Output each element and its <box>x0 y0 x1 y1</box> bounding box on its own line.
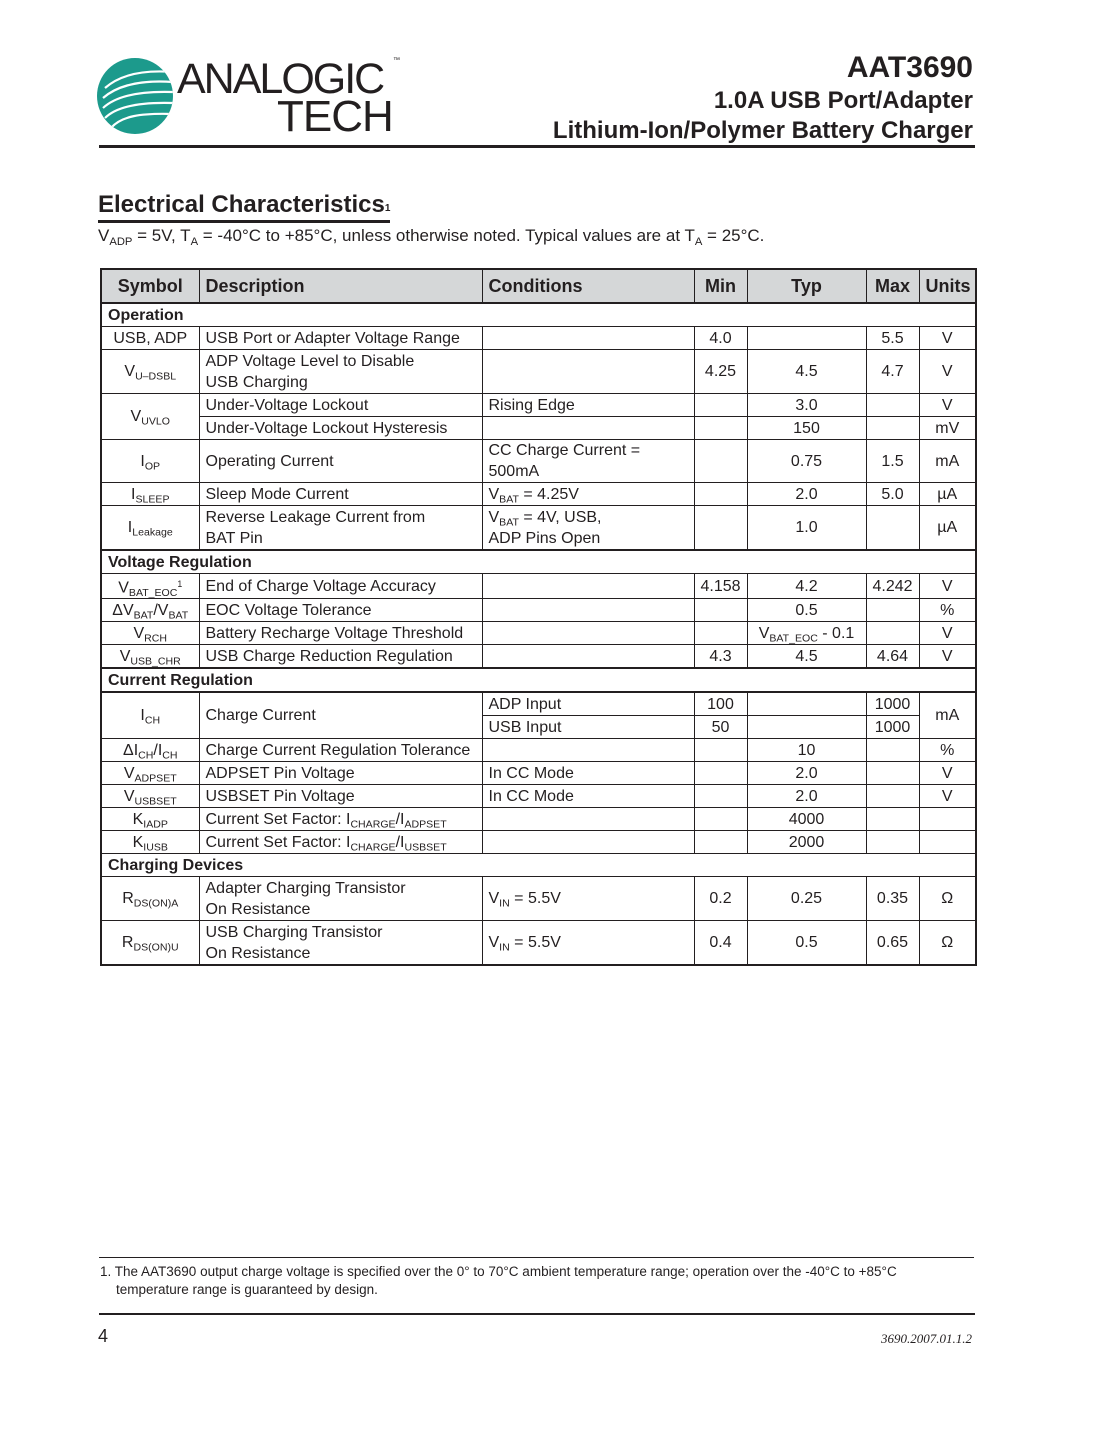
table-row <box>101 921 976 966</box>
conditions-cell <box>482 327 694 350</box>
max-cell: 4.242 <box>866 574 919 599</box>
conditions-cell: $V_{IN} = 5.5V$ <box>482 877 694 921</box>
section-row-charging-devices: Charging Devices <box>101 854 976 877</box>
min-cell: 50 <box>694 716 747 739</box>
description-cell: Charge Current <box>199 692 482 739</box>
symbol-cell: $V_{USB\_CHR}$ <box>101 645 199 669</box>
symbol-cell: $R_{DS(ON)U}$ <box>101 921 199 966</box>
description-cell: EOC Voltage Tolerance <box>199 599 482 622</box>
min-cell <box>694 394 747 417</box>
description-cell: ADPSET Pin Voltage <box>199 762 482 785</box>
units-cell: % <box>919 599 976 622</box>
max-cell <box>866 622 919 645</box>
conditions-cell <box>482 417 694 440</box>
symbol-cell: USB, ADP <box>101 327 199 350</box>
symbol-cell: $I_{OP}$ <box>101 440 199 483</box>
max-cell: 1.5 <box>866 440 919 483</box>
section-title <box>98 190 390 223</box>
typ-cell: 1.0 <box>747 506 866 551</box>
symbol-cell: $\Delta I_{CH}/I_{CH}$ <box>101 739 199 762</box>
table-row <box>101 350 976 394</box>
table-row <box>101 877 976 921</box>
table-row <box>101 645 976 669</box>
min-cell <box>694 506 747 551</box>
min-cell <box>694 417 747 440</box>
table-row <box>101 506 976 551</box>
footer-divider <box>99 1313 975 1315</box>
min-cell <box>694 808 747 831</box>
max-cell: 1000 <box>866 692 919 716</box>
max-cell <box>866 394 919 417</box>
typ-cell: 2.0 <box>747 785 866 808</box>
footnote-ref: 1 <box>384 203 391 214</box>
description-cell: Sleep Mode Current <box>199 483 482 506</box>
product-subtitle-line1: 1.0A USB Port/Adapter <box>713 87 973 114</box>
max-cell: 5.0 <box>866 483 919 506</box>
conditions-cell: ADP Input <box>482 692 694 716</box>
max-cell <box>866 417 919 440</box>
max-cell: 1000 <box>866 716 919 739</box>
table-row <box>101 394 976 417</box>
typ-cell: 3.0 <box>747 394 866 417</box>
min-cell: 4.25 <box>694 350 747 394</box>
typ-cell: 0.5 <box>747 921 866 966</box>
description-cell: ADP Voltage Level to Disable USB Charging <box>199 350 482 394</box>
max-cell: 4.64 <box>866 645 919 669</box>
units-cell: mA <box>919 692 976 739</box>
min-cell <box>694 739 747 762</box>
units-cell: % <box>919 739 976 762</box>
description-cell: USB Charging Transistor On Resistance <box>199 921 482 966</box>
section-row-current-regulation: Current Regulation <box>101 668 976 692</box>
section-row-operation: Operation <box>101 303 976 327</box>
units-cell: Ω <box>919 877 976 921</box>
logo-text-tech: TECH <box>277 92 393 141</box>
description-cell: Current Set Factor: $I_{CHARGE}/I_{ADPSET}$ <box>199 808 482 831</box>
col-header-typ: Typ <box>747 269 866 303</box>
table-row <box>101 692 976 716</box>
table-row <box>101 574 976 599</box>
description-cell: Reverse Leakage Current from BAT Pin <box>199 506 482 551</box>
max-cell <box>866 506 919 551</box>
units-cell: V <box>919 762 976 785</box>
description-cell: USB Charge Reduction Regulation <box>199 645 482 669</box>
max-cell <box>866 599 919 622</box>
document-revision-code: 3690.2007.01.1.2 <box>881 1331 972 1346</box>
symbol-cell: $\Delta V_{BAT}/V_{BAT}$ <box>101 599 199 622</box>
electrical-characteristics-table <box>100 268 977 966</box>
conditions-cell: In CC Mode <box>482 785 694 808</box>
units-cell: V <box>919 327 976 350</box>
units-cell: µA <box>919 506 976 551</box>
symbol-cell: $V_{ADPSET}$ <box>101 762 199 785</box>
typ-cell: 0.25 <box>747 877 866 921</box>
description-cell: USBSET Pin Voltage <box>199 785 482 808</box>
units-cell: V <box>919 645 976 669</box>
units-cell: V <box>919 394 976 417</box>
min-cell <box>694 440 747 483</box>
col-header-conditions: Conditions <box>482 269 694 303</box>
table-row <box>101 808 976 831</box>
typ-cell: 4.2 <box>747 574 866 599</box>
units-cell: V <box>919 785 976 808</box>
conditions-cell <box>482 808 694 831</box>
conditions-cell <box>482 350 694 394</box>
footnote-line2: temperature range is guaranteed by design. <box>116 1282 378 1297</box>
conditions-cell: In CC Mode <box>482 762 694 785</box>
units-cell <box>919 808 976 831</box>
typ-cell: 150 <box>747 417 866 440</box>
units-cell <box>919 831 976 854</box>
footnote-divider <box>99 1257 974 1258</box>
table-header-row <box>101 269 976 303</box>
symbol-cell: $K_{IADP}$ <box>101 808 199 831</box>
typ-cell <box>747 716 866 739</box>
typ-cell <box>747 327 866 350</box>
table-row <box>101 762 976 785</box>
table-row <box>101 785 976 808</box>
logo-text-analogic: ANALOGIC <box>177 55 384 103</box>
max-cell: 4.7 <box>866 350 919 394</box>
max-cell <box>866 831 919 854</box>
units-cell: mV <box>919 417 976 440</box>
max-cell <box>866 762 919 785</box>
table-row <box>101 327 976 350</box>
section-title-text: Electrical Characteristics <box>98 191 385 218</box>
symbol-cell: $V_{BAT\_EOC}^1$ <box>101 574 199 599</box>
typ-cell: 4000 <box>747 808 866 831</box>
min-cell <box>694 785 747 808</box>
table-row <box>101 831 976 854</box>
min-cell: 0.4 <box>694 921 747 966</box>
typ-cell: 2.0 <box>747 762 866 785</box>
header-divider <box>99 145 975 148</box>
conditions-cell <box>482 831 694 854</box>
symbol-cell: $V_{UVLO}$ <box>101 394 199 440</box>
conditions-cell: CC Charge Current = 500mA <box>482 440 694 483</box>
max-cell: 0.35 <box>866 877 919 921</box>
conditions-cell <box>482 599 694 622</box>
col-header-min: Min <box>694 269 747 303</box>
part-number: AAT3690 <box>846 51 973 84</box>
min-cell <box>694 599 747 622</box>
typ-cell: 0.75 <box>747 440 866 483</box>
description-cell: Charge Current Regulation Tolerance <box>199 739 482 762</box>
typ-cell: 2000 <box>747 831 866 854</box>
conditions-cell <box>482 574 694 599</box>
min-cell: 0.2 <box>694 877 747 921</box>
symbol-cell: $R_{DS(ON)A}$ <box>101 877 199 921</box>
table-row <box>101 417 976 440</box>
table-row <box>101 599 976 622</box>
max-cell <box>866 739 919 762</box>
typ-cell: 0.5 <box>747 599 866 622</box>
max-cell <box>866 808 919 831</box>
description-cell: USB Port or Adapter Voltage Range <box>199 327 482 350</box>
description-cell: Adapter Charging Transistor On Resistance <box>199 877 482 921</box>
footnote-line1: 1. The AAT3690 output charge voltage is specified over the 0° to 70°C ambient temperature range; operation over the -40°C to +85°C <box>100 1264 897 1279</box>
test-conditions: $V_{ADP} = 5V$, $T_A = -40^\circ C$ to +85°C, unless otherwise noted. Typical values are at $T_A = 25^\circ C$. <box>98 226 765 248</box>
conditions-cell: $V_{BAT} = 4V$, USB, ADP Pins Open <box>482 506 694 551</box>
min-cell <box>694 622 747 645</box>
symbol-cell: $I_{CH}$ <box>101 692 199 739</box>
conditions-cell <box>482 645 694 669</box>
description-cell: Under-Voltage Lockout Hysteresis <box>199 417 482 440</box>
logo-swoosh-icon <box>97 58 173 134</box>
units-cell: mA <box>919 440 976 483</box>
page-number: 4 <box>98 1326 109 1346</box>
min-cell <box>694 831 747 854</box>
conditions-cell: USB Input <box>482 716 694 739</box>
min-cell: 4.0 <box>694 327 747 350</box>
col-header-symbol: Symbol <box>101 269 199 303</box>
col-header-units: Units <box>919 269 976 303</box>
footnote <box>100 1263 975 1299</box>
symbol-cell: $V_{U-DSBL}$ <box>101 350 199 394</box>
units-cell: µA <box>919 483 976 506</box>
conditions-cell <box>482 739 694 762</box>
typ-cell: 2.0 <box>747 483 866 506</box>
table-row <box>101 440 976 483</box>
symbol-cell: $I_{Leakage}$ <box>101 506 199 551</box>
symbol-cell: $V_{USBSET}$ <box>101 785 199 808</box>
units-cell: V <box>919 622 976 645</box>
typ-cell: 4.5 <box>747 350 866 394</box>
min-cell <box>694 483 747 506</box>
conditions-cell: $V_{IN} = 5.5V$ <box>482 921 694 966</box>
min-cell: 4.3 <box>694 645 747 669</box>
analogictech-logo <box>97 55 417 140</box>
typ-cell: 4.5 <box>747 645 866 669</box>
conditions-cell <box>482 622 694 645</box>
symbol-cell: $V_{RCH}$ <box>101 622 199 645</box>
symbol-cell: $K_{IUSB}$ <box>101 831 199 854</box>
document-header <box>553 50 973 146</box>
symbol-cell: $I_{SLEEP}$ <box>101 483 199 506</box>
max-cell: 5.5 <box>866 327 919 350</box>
conditions-cell: Rising Edge <box>482 394 694 417</box>
min-cell: 4.158 <box>694 574 747 599</box>
description-cell: Under-Voltage Lockout <box>199 394 482 417</box>
product-subtitle-line2: Lithium-Ion/Polymer Battery Charger <box>552 117 973 144</box>
units-cell: Ω <box>919 921 976 966</box>
logo-trademark: ™ <box>393 57 400 64</box>
max-cell: 0.65 <box>866 921 919 966</box>
table-row <box>101 739 976 762</box>
description-cell: End of Charge Voltage Accuracy <box>199 574 482 599</box>
section-row-voltage-regulation: Voltage Regulation <box>101 550 976 574</box>
table-row <box>101 622 976 645</box>
typ-cell: 10 <box>747 739 866 762</box>
max-cell <box>866 785 919 808</box>
units-cell: V <box>919 350 976 394</box>
min-cell: 100 <box>694 692 747 716</box>
typ-cell: $V_{BAT\_EOC} - 0.1$ <box>747 622 866 645</box>
table-row <box>101 483 976 506</box>
description-cell: Operating Current <box>199 440 482 483</box>
description-cell: Current Set Factor: $I_{CHARGE}/I_{USBSET}$ <box>199 831 482 854</box>
col-header-max: Max <box>866 269 919 303</box>
min-cell <box>694 762 747 785</box>
typ-cell <box>747 692 866 716</box>
description-cell: Battery Recharge Voltage Threshold <box>199 622 482 645</box>
units-cell: V <box>919 574 976 599</box>
conditions-cell: $V_{BAT} = 4.25V$ <box>482 483 694 506</box>
col-header-description: Description <box>199 269 482 303</box>
